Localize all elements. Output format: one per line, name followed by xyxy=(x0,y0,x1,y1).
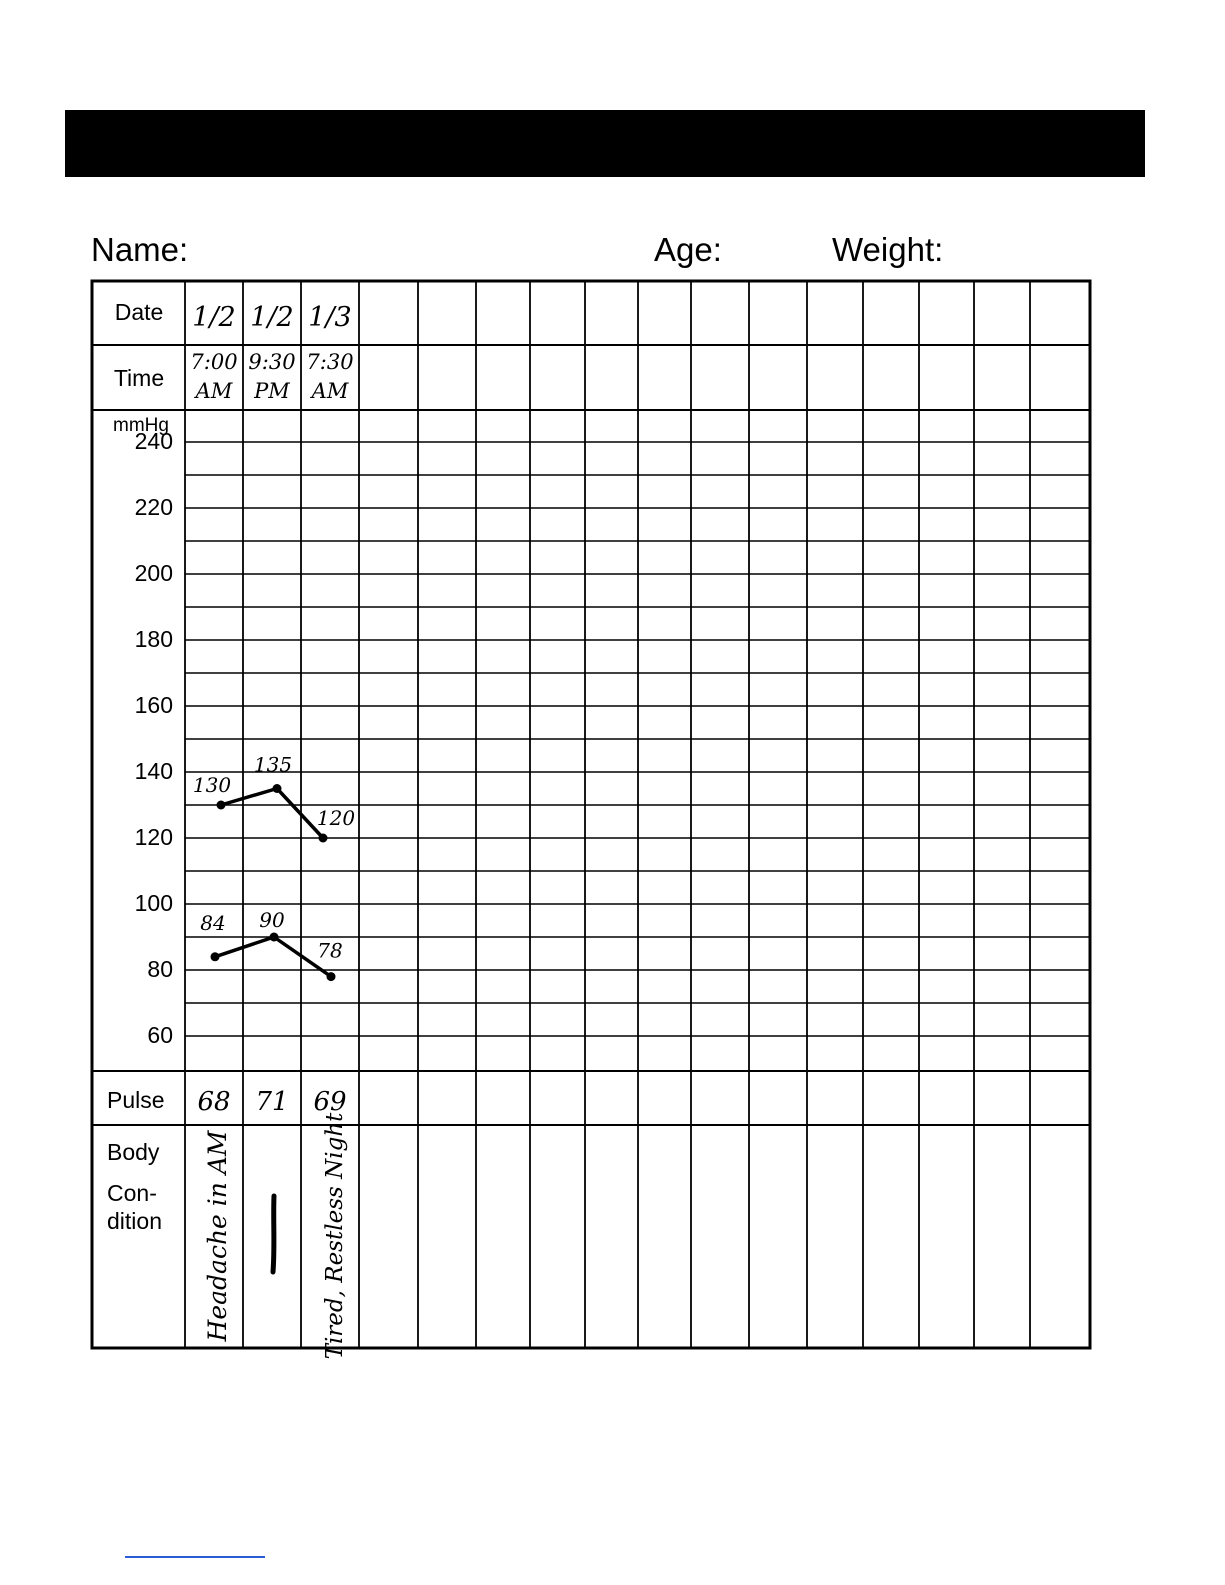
condition-dash-mark xyxy=(273,1196,274,1272)
y-tick-label: 180 xyxy=(134,626,173,652)
data-label: 78 xyxy=(317,938,343,963)
time-entry-period: PM xyxy=(254,379,290,403)
time-entry-hour: 9:30 xyxy=(248,350,296,374)
unit-label: mmHg xyxy=(113,415,169,436)
y-axis-ticks xyxy=(135,428,173,1048)
plot-marks xyxy=(193,753,355,982)
condition-entry: Headache in AM xyxy=(203,1130,232,1342)
date-entry: 1/2 xyxy=(192,302,236,333)
pulse-entry: 68 xyxy=(197,1087,231,1117)
data-point xyxy=(217,801,226,810)
date-entry: 1/3 xyxy=(308,302,352,333)
entry-column-2 xyxy=(248,302,295,1272)
series-line xyxy=(221,789,323,839)
pulse-row-label: Pulse xyxy=(107,1087,165,1113)
footer-line xyxy=(125,1556,265,1558)
pulse-entry: 71 xyxy=(255,1087,289,1117)
y-tick-label: 240 xyxy=(134,428,173,454)
table-border xyxy=(92,281,1090,1348)
y-tick-label: 80 xyxy=(147,956,173,982)
data-label: 135 xyxy=(253,752,293,777)
entry-column-1 xyxy=(190,302,237,1342)
data-label: 90 xyxy=(259,908,285,932)
time-entry-period: AM xyxy=(311,379,349,403)
data-point xyxy=(273,784,282,793)
y-tick-label: 100 xyxy=(134,890,173,916)
data-label: 130 xyxy=(192,773,232,797)
y-tick-label: 200 xyxy=(134,560,173,586)
date-entry: 1/2 xyxy=(250,302,294,333)
date-row-label: Date xyxy=(114,299,164,325)
entry-column-3 xyxy=(306,302,356,1360)
y-tick-label: 120 xyxy=(134,824,173,850)
body-condition-label-3: dition xyxy=(107,1208,162,1234)
condition-entry: Tired, Restless Night xyxy=(322,1112,348,1360)
data-label: 120 xyxy=(316,806,356,830)
pulse-entry: 69 xyxy=(313,1087,347,1117)
name-label: Name: xyxy=(91,231,189,268)
time-row-label: Time xyxy=(113,365,165,391)
data-point xyxy=(211,952,220,961)
time-entry-hour: 7:00 xyxy=(190,350,238,374)
data-point xyxy=(327,972,336,981)
time-entry-hour: 7:30 xyxy=(306,350,354,374)
data-point xyxy=(319,834,328,843)
data-point xyxy=(270,933,279,942)
weight-label: Weight: xyxy=(832,231,944,268)
y-tick-label: 220 xyxy=(134,494,173,520)
body-condition-label-2: Con- xyxy=(107,1180,157,1206)
y-tick-label: 160 xyxy=(134,692,173,718)
grid-lines xyxy=(92,281,1090,1348)
data-label: 84 xyxy=(200,910,226,935)
time-entry-period: AM xyxy=(195,379,233,403)
body-condition-label-1: Body xyxy=(107,1139,160,1165)
y-tick-label: 60 xyxy=(147,1022,173,1048)
y-tick-label: 140 xyxy=(134,758,173,784)
age-label: Age: xyxy=(654,231,722,268)
